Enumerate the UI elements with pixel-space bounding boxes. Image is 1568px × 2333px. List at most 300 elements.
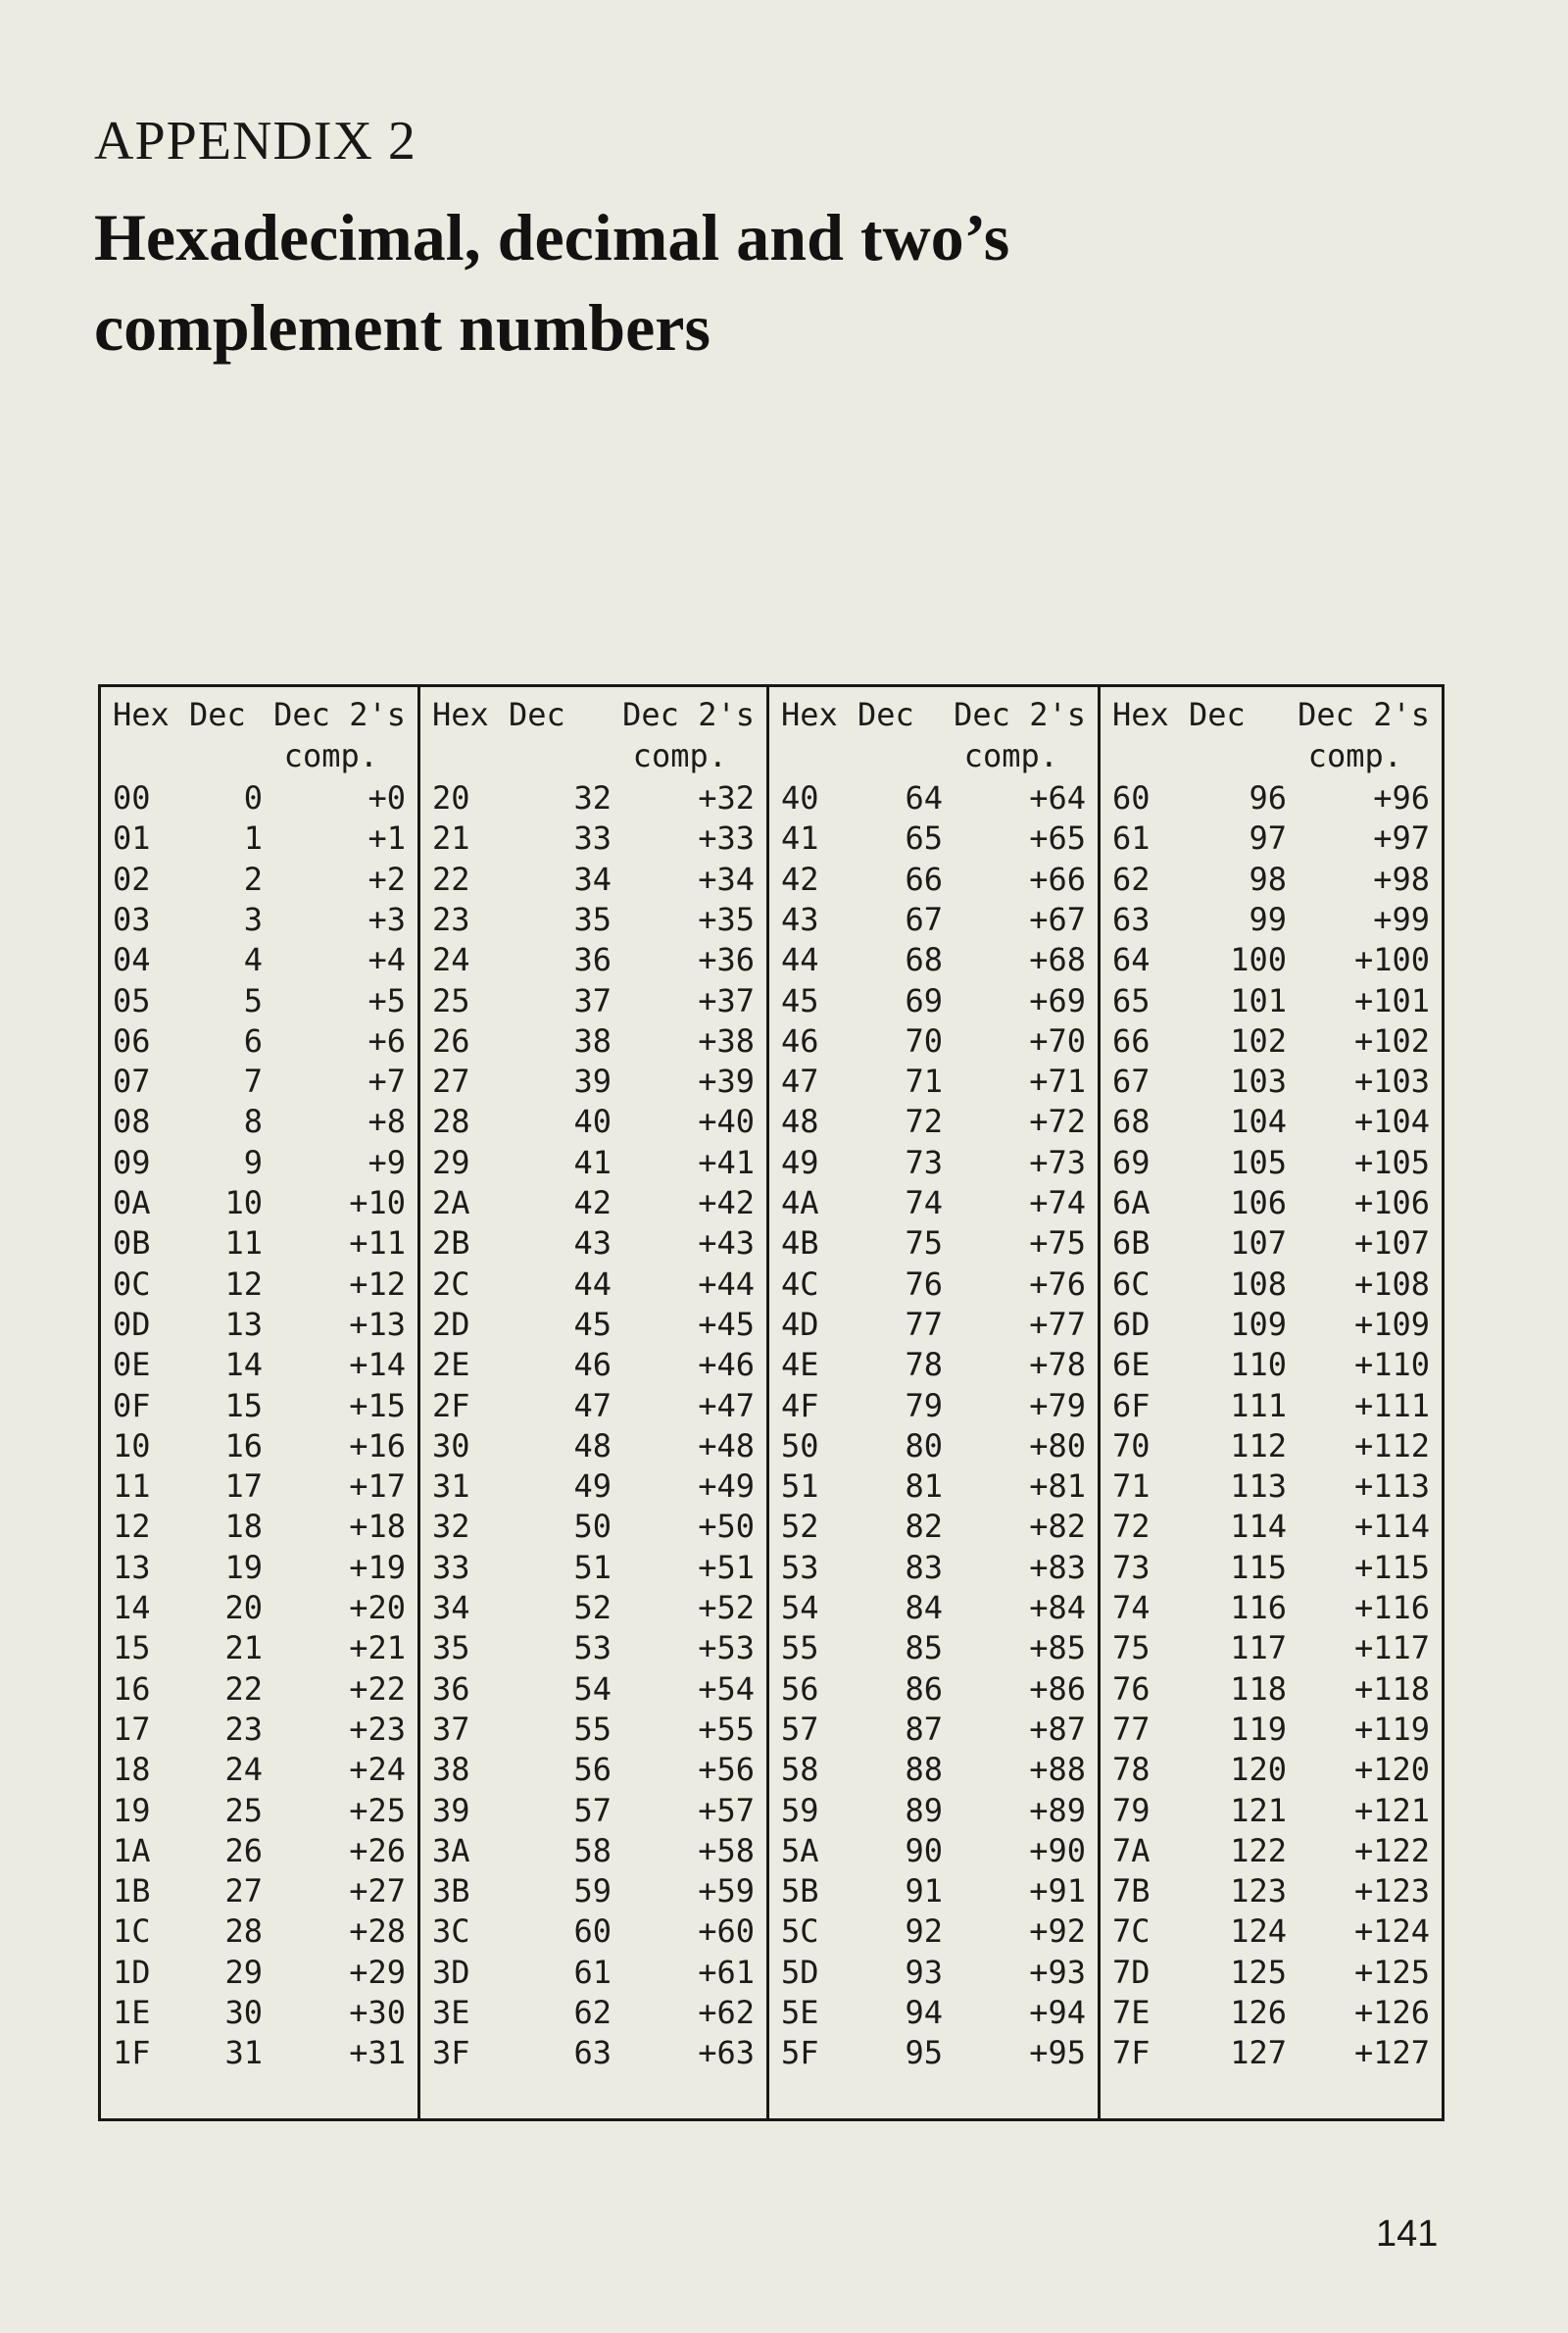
- table-row: [420, 1265, 766, 1305]
- table-row: [101, 1831, 417, 1871]
- table-row: [769, 1831, 1098, 1871]
- dec-cell: 10: [224, 1184, 263, 1221]
- hex-cell: 10: [113, 1426, 151, 1464]
- dec-cell: 12: [224, 1265, 263, 1303]
- dec-cell: 14: [224, 1346, 263, 1384]
- hex-cell: 36: [432, 1669, 470, 1708]
- dec-cell: 49: [573, 1467, 612, 1506]
- twos-comp-cell: +121: [1353, 1791, 1430, 1829]
- twos-comp-cell: +84: [1029, 1589, 1086, 1626]
- twos-comp-cell: +1: [368, 819, 406, 858]
- dec-cell: 117: [1230, 1629, 1287, 1667]
- table-row: [1101, 940, 1442, 980]
- dec-cell: 120: [1230, 1751, 1287, 1789]
- hex-cell: 54: [781, 1589, 819, 1626]
- twos-comp-cell: +10: [349, 1184, 406, 1221]
- table-row: [769, 1911, 1098, 1952]
- dec-cell: 55: [573, 1710, 612, 1748]
- table-row: [769, 1588, 1098, 1628]
- table-row: [769, 900, 1098, 940]
- hex-cell: 4F: [781, 1386, 819, 1424]
- twos-comp-cell: +35: [698, 900, 755, 938]
- table-row: [1101, 1183, 1442, 1223]
- hex-cell: 6F: [1112, 1386, 1151, 1424]
- dec-cell: 0: [243, 779, 263, 817]
- table-row: [1101, 1345, 1442, 1385]
- dec-cell: 5: [243, 981, 263, 1019]
- twos-comp-cell: +20: [349, 1589, 406, 1626]
- table-row: [101, 1628, 417, 1668]
- table-row: [420, 1466, 766, 1507]
- twos-comp-cell: +8: [368, 1103, 406, 1141]
- dec-cell: 36: [573, 941, 612, 979]
- dec-cell: 52: [573, 1589, 612, 1626]
- twos-comp-cell: +72: [1029, 1103, 1086, 1141]
- table-row: [101, 1791, 417, 1831]
- hex-cell: 0C: [113, 1265, 151, 1303]
- hex-cell: 08: [113, 1103, 151, 1141]
- hex-cell: 21: [432, 819, 470, 858]
- hex-cell: 5F: [781, 2034, 819, 2072]
- hex-cell: 4D: [781, 1305, 819, 1343]
- hex-cell: 1A: [113, 1831, 151, 1869]
- twos-comp-cell: +29: [349, 1953, 406, 1991]
- dec-cell: 24: [224, 1751, 263, 1789]
- table-row: [420, 1831, 766, 1871]
- hex-cell: 1B: [113, 1872, 151, 1911]
- hex-cell: 40: [781, 779, 819, 817]
- twos-comp-cell: +7: [368, 1063, 406, 1101]
- hex-cell: 7B: [1112, 1872, 1151, 1911]
- hex-cell: 57: [781, 1710, 819, 1748]
- twos-comp-cell: +48: [698, 1426, 755, 1464]
- twos-comp-cell: +15: [349, 1386, 406, 1424]
- hex-cell: 31: [432, 1467, 470, 1506]
- table-row: [420, 1750, 766, 1790]
- hex-cell: 42: [781, 860, 819, 898]
- dec-cell: 19: [224, 1548, 263, 1586]
- twos-comp-cell: +13: [349, 1305, 406, 1343]
- twos-comp-cell: +88: [1029, 1751, 1086, 1789]
- table-row: [420, 1871, 766, 1911]
- twos-comp-cell: +86: [1029, 1669, 1086, 1708]
- table-row: [101, 1993, 417, 2033]
- dec-cell: 25: [224, 1791, 263, 1829]
- hex-cell: 18: [113, 1751, 151, 1789]
- dec-cell: 23: [224, 1710, 263, 1748]
- column-header-row: [420, 736, 766, 776]
- hex-cell: 05: [113, 981, 151, 1019]
- hex-cell: 3A: [432, 1831, 470, 1869]
- dec-cell: 3: [243, 900, 263, 938]
- dec-cell: 86: [905, 1669, 943, 1708]
- twos-comp-cell: +63: [698, 2034, 755, 2072]
- table-row: [769, 1669, 1098, 1710]
- dec-cell: 80: [905, 1426, 943, 1464]
- table-row: [101, 981, 417, 1021]
- dec-cell: 50: [573, 1508, 612, 1546]
- twos-comp-cell: +36: [698, 941, 755, 979]
- table-row: [1101, 1791, 1442, 1831]
- dec-cell: 73: [905, 1143, 943, 1181]
- dec-cell: 119: [1230, 1710, 1287, 1748]
- dec-cell: 30: [224, 1994, 263, 2031]
- twos-comp-cell: +105: [1353, 1143, 1430, 1181]
- twos-comp-cell: +46: [698, 1346, 755, 1384]
- twos-comp-cell: +9: [368, 1143, 406, 1181]
- hex-cell: 58: [781, 1751, 819, 1789]
- dec-cell: 44: [573, 1265, 612, 1303]
- twos-comp-cell: +97: [1373, 819, 1430, 858]
- table-row: [769, 1386, 1098, 1426]
- table-row: [769, 1628, 1098, 1668]
- hex-cell: 74: [1112, 1589, 1151, 1626]
- dec-cell: 118: [1230, 1669, 1287, 1708]
- dec-cell: 9: [243, 1143, 263, 1181]
- hex-cell: 7C: [1112, 1912, 1151, 1951]
- twos-comp-cell: +60: [698, 1912, 755, 1951]
- twos-comp-cell: +93: [1029, 1953, 1086, 1991]
- table-row: [101, 1548, 417, 1588]
- hex-cell: 44: [781, 941, 819, 979]
- table-row: [769, 981, 1098, 1021]
- dec-cell: 102: [1230, 1021, 1287, 1060]
- header-comp: comp.: [283, 737, 378, 774]
- dec-cell: 37: [573, 981, 612, 1019]
- table-row: [769, 1548, 1098, 1588]
- hex-cell: 3E: [432, 1994, 470, 2031]
- table-row: [420, 1345, 766, 1385]
- hex-cell: 4A: [781, 1184, 819, 1221]
- dec-cell: 16: [224, 1426, 263, 1464]
- twos-comp-cell: +69: [1029, 981, 1086, 1019]
- table-row: [101, 1911, 417, 1952]
- twos-comp-cell: +98: [1373, 860, 1430, 898]
- twos-comp-cell: +51: [698, 1548, 755, 1586]
- dec-cell: 58: [573, 1831, 612, 1869]
- table-row: [1101, 1466, 1442, 1507]
- table-row: [769, 1953, 1098, 1993]
- table-row: [769, 1345, 1098, 1385]
- hex-cell: 29: [432, 1143, 470, 1181]
- dec-cell: 72: [905, 1103, 943, 1141]
- twos-comp-cell: +4: [368, 941, 406, 979]
- hex-cell: 68: [1112, 1103, 1151, 1141]
- hex-cell: 0F: [113, 1386, 151, 1424]
- dec-cell: 125: [1230, 1953, 1287, 1991]
- dec-cell: 17: [224, 1467, 263, 1506]
- hex-cell: 78: [1112, 1751, 1151, 1789]
- twos-comp-cell: +0: [368, 779, 406, 817]
- table-row: [420, 860, 766, 900]
- twos-comp-cell: +27: [349, 1872, 406, 1911]
- dec-cell: 106: [1230, 1184, 1287, 1221]
- table-row: [1101, 1102, 1442, 1142]
- hex-cell: 77: [1112, 1710, 1151, 1748]
- table-row: [1101, 1062, 1442, 1102]
- dec-cell: 110: [1230, 1346, 1287, 1384]
- twos-comp-cell: +127: [1353, 2034, 1430, 2072]
- twos-comp-cell: +80: [1029, 1426, 1086, 1464]
- hex-cell: 3C: [432, 1912, 470, 1951]
- hex-cell: 15: [113, 1629, 151, 1667]
- dec-cell: 64: [905, 779, 943, 817]
- dec-cell: 35: [573, 900, 612, 938]
- twos-comp-cell: +39: [698, 1063, 755, 1101]
- twos-comp-cell: +74: [1029, 1184, 1086, 1221]
- dec-cell: 78: [905, 1346, 943, 1384]
- dec-cell: 85: [905, 1629, 943, 1667]
- table-row: [101, 1710, 417, 1750]
- dec-cell: 105: [1230, 1143, 1287, 1181]
- hex-cell: 39: [432, 1791, 470, 1829]
- table-row: [420, 1548, 766, 1588]
- hex-cell: 5B: [781, 1872, 819, 1911]
- table-row: [101, 1953, 417, 1993]
- table-row: [1101, 1831, 1442, 1871]
- twos-comp-cell: +70: [1029, 1021, 1086, 1060]
- hex-cell: 55: [781, 1629, 819, 1667]
- hex-cell: 70: [1112, 1426, 1151, 1464]
- hex-cell: 0D: [113, 1305, 151, 1343]
- dec-cell: 62: [573, 1994, 612, 2031]
- hex-cell: 47: [781, 1063, 819, 1101]
- table-row: [101, 1426, 417, 1466]
- table-column-group: [1101, 687, 1442, 2118]
- dec-cell: 69: [905, 981, 943, 1019]
- conversion-table: [98, 684, 1445, 2121]
- hex-cell: 07: [113, 1063, 151, 1101]
- header-comp: comp.: [632, 737, 727, 774]
- twos-comp-cell: +18: [349, 1508, 406, 1546]
- hex-cell: 53: [781, 1548, 819, 1586]
- hex-cell: 45: [781, 981, 819, 1019]
- twos-comp-cell: +58: [698, 1831, 755, 1869]
- hex-cell: 4E: [781, 1346, 819, 1384]
- twos-comp-cell: +82: [1029, 1508, 1086, 1546]
- twos-comp-cell: +87: [1029, 1710, 1086, 1748]
- header-dec: Dec: [509, 696, 565, 733]
- table-row: [420, 1911, 766, 1952]
- hex-cell: 04: [113, 941, 151, 979]
- twos-comp-cell: +103: [1353, 1063, 1430, 1101]
- table-row: [1101, 1507, 1442, 1547]
- twos-comp-cell: +25: [349, 1791, 406, 1829]
- table-row: [101, 1507, 417, 1547]
- hex-cell: 67: [1112, 1063, 1151, 1101]
- dec-cell: 114: [1230, 1508, 1287, 1546]
- table-row: [420, 1223, 766, 1264]
- hex-cell: 33: [432, 1548, 470, 1586]
- hex-cell: 7F: [1112, 2034, 1151, 2072]
- hex-cell: 61: [1112, 819, 1151, 858]
- dec-cell: 21: [224, 1629, 263, 1667]
- table-row: [769, 1993, 1098, 2033]
- hex-cell: 56: [781, 1669, 819, 1708]
- twos-comp-cell: +64: [1029, 779, 1086, 817]
- twos-comp-cell: +43: [698, 1224, 755, 1263]
- table-row: [1101, 1386, 1442, 1426]
- table-row: [1101, 1628, 1442, 1668]
- dec-cell: 1: [243, 819, 263, 858]
- table-row: [420, 1183, 766, 1223]
- table-row: [420, 1791, 766, 1831]
- dec-cell: 56: [573, 1751, 612, 1789]
- twos-comp-cell: +31: [349, 2034, 406, 2072]
- table-row: [420, 1588, 766, 1628]
- column-header-row: [101, 695, 417, 735]
- hex-cell: 17: [113, 1710, 151, 1748]
- header-dec-twos: Dec 2's: [273, 696, 406, 733]
- table-row: [1101, 1669, 1442, 1710]
- table-row: [769, 860, 1098, 900]
- dec-cell: 91: [905, 1872, 943, 1911]
- hex-cell: 71: [1112, 1467, 1151, 1506]
- header-dec-twos: Dec 2's: [622, 696, 755, 733]
- dec-cell: 92: [905, 1912, 943, 1951]
- twos-comp-cell: +126: [1353, 1994, 1430, 2031]
- table-row: [769, 1710, 1098, 1750]
- table-row: [769, 1223, 1098, 1264]
- header-dec: Dec: [858, 696, 914, 733]
- dec-cell: 82: [905, 1508, 943, 1546]
- table-column-group: [101, 687, 417, 2118]
- hex-cell: 4C: [781, 1265, 819, 1303]
- dec-cell: 20: [224, 1589, 263, 1626]
- twos-comp-cell: +112: [1353, 1426, 1430, 1464]
- twos-comp-cell: +6: [368, 1021, 406, 1060]
- twos-comp-cell: +115: [1353, 1548, 1430, 1586]
- dec-cell: 38: [573, 1021, 612, 1060]
- dec-cell: 22: [224, 1669, 263, 1708]
- twos-comp-cell: +65: [1029, 819, 1086, 858]
- hex-cell: 03: [113, 900, 151, 938]
- table-row: [769, 1265, 1098, 1305]
- twos-comp-cell: +76: [1029, 1265, 1086, 1303]
- header-comp: comp.: [963, 737, 1058, 774]
- table-row: [769, 778, 1098, 819]
- hex-cell: 63: [1112, 900, 1151, 938]
- dec-cell: 112: [1230, 1426, 1287, 1464]
- dec-cell: 2: [243, 860, 263, 898]
- hex-cell: 34: [432, 1589, 470, 1626]
- appendix-label: APPENDIX 2: [94, 111, 416, 172]
- hex-cell: 7A: [1112, 1831, 1151, 1869]
- twos-comp-cell: +47: [698, 1386, 755, 1424]
- table-row: [1101, 900, 1442, 940]
- hex-cell: 2C: [432, 1265, 470, 1303]
- table-row: [1101, 1021, 1442, 1062]
- hex-cell: 51: [781, 1467, 819, 1506]
- table-row: [1101, 1426, 1442, 1466]
- twos-comp-cell: +113: [1353, 1467, 1430, 1506]
- dec-cell: 89: [905, 1791, 943, 1829]
- twos-comp-cell: +116: [1353, 1589, 1430, 1626]
- hex-cell: 00: [113, 779, 151, 817]
- dec-cell: 39: [573, 1063, 612, 1101]
- dec-cell: 29: [224, 1953, 263, 1991]
- dec-cell: 61: [573, 1953, 612, 1991]
- hex-cell: 48: [781, 1103, 819, 1141]
- dec-cell: 54: [573, 1669, 612, 1708]
- table-row: [420, 940, 766, 980]
- twos-comp-cell: +118: [1353, 1669, 1430, 1708]
- twos-comp-cell: +49: [698, 1467, 755, 1506]
- table-row: [101, 1143, 417, 1183]
- dec-cell: 43: [573, 1224, 612, 1263]
- table-row: [769, 1750, 1098, 1790]
- table-row: [101, 1183, 417, 1223]
- dec-cell: 100: [1230, 941, 1287, 979]
- twos-comp-cell: +61: [698, 1953, 755, 1991]
- hex-cell: 73: [1112, 1548, 1151, 1586]
- dec-cell: 47: [573, 1386, 612, 1424]
- dec-cell: 67: [905, 900, 943, 938]
- hex-cell: 5A: [781, 1831, 819, 1869]
- hex-cell: 7E: [1112, 1994, 1151, 2031]
- dec-cell: 96: [1249, 779, 1287, 817]
- table-row: [101, 940, 417, 980]
- header-dec-twos: Dec 2's: [954, 696, 1086, 733]
- dec-cell: 77: [905, 1305, 943, 1343]
- dec-cell: 121: [1230, 1791, 1287, 1829]
- table-row: [1101, 1993, 1442, 2033]
- hex-cell: 13: [113, 1548, 151, 1586]
- twos-comp-cell: +94: [1029, 1994, 1086, 2031]
- table-row: [420, 1143, 766, 1183]
- twos-comp-cell: +42: [698, 1184, 755, 1221]
- page-number: 141: [1376, 2213, 1439, 2255]
- twos-comp-cell: +30: [349, 1994, 406, 2031]
- twos-comp-cell: +108: [1353, 1265, 1430, 1303]
- hex-cell: 11: [113, 1467, 151, 1506]
- hex-cell: 2E: [432, 1346, 470, 1384]
- hex-cell: 1F: [113, 2034, 151, 2072]
- dec-cell: 59: [573, 1872, 612, 1911]
- table-row: [101, 1750, 417, 1790]
- twos-comp-cell: +78: [1029, 1346, 1086, 1384]
- header-dec-twos: Dec 2's: [1298, 696, 1430, 733]
- column-header-row: [101, 736, 417, 776]
- dec-cell: 83: [905, 1548, 943, 1586]
- twos-comp-cell: +16: [349, 1426, 406, 1464]
- dec-cell: 11: [224, 1224, 263, 1263]
- table-row: [420, 1993, 766, 2033]
- twos-comp-cell: +73: [1029, 1143, 1086, 1181]
- dec-cell: 88: [905, 1751, 943, 1789]
- dec-cell: 90: [905, 1831, 943, 1869]
- table-row: [101, 1669, 417, 1710]
- twos-comp-cell: +119: [1353, 1710, 1430, 1748]
- table-row: [420, 1102, 766, 1142]
- twos-comp-cell: +22: [349, 1669, 406, 1708]
- twos-comp-cell: +28: [349, 1912, 406, 1951]
- table-row: [420, 819, 766, 859]
- table-row: [101, 1588, 417, 1628]
- twos-comp-cell: +104: [1353, 1103, 1430, 1141]
- table-row: [420, 2033, 766, 2073]
- table-row: [769, 1183, 1098, 1223]
- dec-cell: 126: [1230, 1994, 1287, 2031]
- table-row: [769, 1871, 1098, 1911]
- twos-comp-cell: +41: [698, 1143, 755, 1181]
- twos-comp-cell: +90: [1029, 1831, 1086, 1869]
- twos-comp-cell: +77: [1029, 1305, 1086, 1343]
- hex-cell: 69: [1112, 1143, 1151, 1181]
- hex-cell: 62: [1112, 860, 1151, 898]
- dec-cell: 18: [224, 1508, 263, 1546]
- twos-comp-cell: +54: [698, 1669, 755, 1708]
